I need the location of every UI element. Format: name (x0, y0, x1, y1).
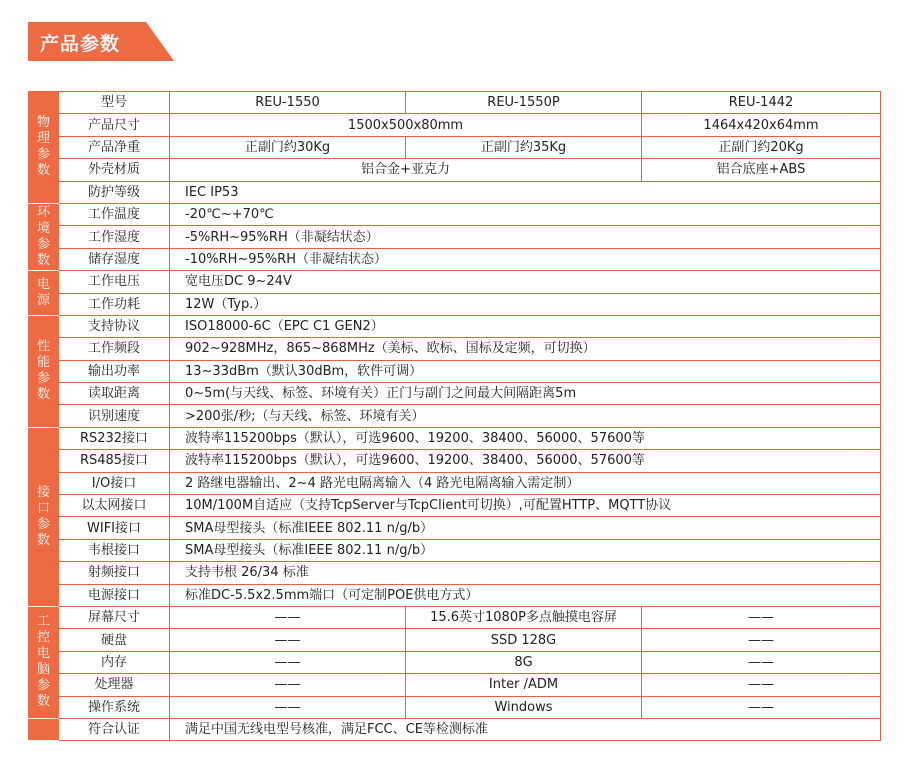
table-row (29, 136, 881, 158)
row-label: 内存 (59, 651, 170, 673)
category-cell (29, 718, 59, 740)
row-value: 902~928MHz，865~868MHz（美标、欧标、国标及定频，可切换） (170, 338, 881, 360)
row-label: 输出功率 (59, 360, 170, 382)
row-value: Inter /ADM (406, 674, 642, 696)
category-cell (29, 606, 59, 718)
row-value: 1464x420x64mm (642, 114, 881, 136)
row-label: 支持协议 (59, 315, 170, 337)
category-label: 物理参数 (36, 115, 50, 179)
row-value: ISO18000-6C（EPC C1 GEN2） (170, 315, 881, 337)
row-value: 正副门约30Kg (170, 136, 406, 158)
row-value: >200张/秒;（与天线、标签、环境有关） (170, 405, 881, 427)
row-label: 产品尺寸 (59, 114, 170, 136)
row-value: -5%RH~95%RH（非凝结状态） (170, 226, 881, 248)
row-value: 铝合金+亚克力 (170, 159, 642, 181)
row-value: Windows (406, 696, 642, 718)
table-row (29, 181, 881, 203)
row-value: —— (170, 696, 406, 718)
row-value: 铝合底座+ABS (642, 159, 881, 181)
table-row (29, 114, 881, 136)
row-value: 15.6英寸1080P多点触摸电容屏 (406, 606, 642, 628)
row-value: —— (642, 651, 881, 673)
row-label: 射频接口 (59, 562, 170, 584)
header-model-3: REU-1442 (642, 92, 881, 114)
table-row (29, 360, 881, 382)
table-row (29, 315, 881, 337)
table-row (29, 271, 881, 293)
page-title: 产品参数 (40, 33, 121, 55)
row-label: 工作温度 (59, 203, 170, 225)
row-label: 电源接口 (59, 584, 170, 606)
row-label: 工作电压 (59, 271, 170, 293)
row-label: 识别速度 (59, 405, 170, 427)
row-label: 产品净重 (59, 136, 170, 158)
row-value: —— (170, 674, 406, 696)
table-row (29, 718, 881, 740)
row-value: 0~5m(与天线、标签、环境有关）正门与副门之间最大间隔距离5m (170, 383, 881, 405)
table-row (29, 427, 881, 449)
row-value: 支持韦根 26/34 标准 (170, 562, 881, 584)
header-label: 型号 (59, 92, 170, 114)
table-row (29, 651, 881, 673)
category-cell (29, 315, 59, 427)
table-row (29, 539, 881, 561)
row-label: 处理器 (59, 674, 170, 696)
table-row (29, 293, 881, 315)
row-label: 防护等级 (59, 181, 170, 203)
row-value: 1500x500x80mm (170, 114, 642, 136)
table-row (29, 674, 881, 696)
table-row (29, 405, 881, 427)
table-row (29, 248, 881, 270)
category-label: 工控电脑参数 (36, 614, 50, 710)
table-row (29, 606, 881, 628)
table-row (29, 696, 881, 718)
row-label: 工作功耗 (59, 293, 170, 315)
table-row (29, 226, 881, 248)
row-value: 波特率115200bps（默认），可选9600、19200、38400、56000、57600等 (170, 450, 881, 472)
table-row (29, 450, 881, 472)
row-value: SMA母型接头（标准IEEE 802.11 n/g/b） (170, 539, 881, 561)
table-row (29, 203, 881, 225)
row-value: 13~33dBm（默认30dBm，软件可调） (170, 360, 881, 382)
row-label: 韦根接口 (59, 539, 170, 561)
table-row (29, 629, 881, 651)
table-row (29, 495, 881, 517)
spec-table (28, 91, 881, 741)
header-model-1: REU-1550 (170, 92, 406, 114)
row-label: RS485接口 (59, 450, 170, 472)
row-label: RS232接口 (59, 427, 170, 449)
row-value: 宽电压DC 9~24V (170, 271, 881, 293)
row-label: 屏幕尺寸 (59, 606, 170, 628)
row-value: —— (642, 629, 881, 651)
section-title-banner (28, 22, 174, 61)
row-value: 8G (406, 651, 642, 673)
table-header-row (29, 92, 881, 114)
row-label: 符合认证 (59, 718, 170, 740)
table-row (29, 517, 881, 539)
table-row (29, 383, 881, 405)
row-label: 以太网接口 (59, 495, 170, 517)
row-value: IEC IP53 (170, 181, 881, 203)
category-cell (29, 427, 59, 606)
header-model-2: REU-1550P (406, 92, 642, 114)
row-value: SMA母型接头（标准IEEE 802.11 n/g/b） (170, 517, 881, 539)
row-label: WIFI接口 (59, 517, 170, 539)
row-value: —— (642, 696, 881, 718)
category-label: 环境参数 (36, 205, 50, 269)
category-label: 接口参数 (36, 484, 50, 548)
table-row (29, 159, 881, 181)
table-row (29, 338, 881, 360)
row-value: 满足中国无线电型号核准，满足FCC、CE等检测标准 (170, 718, 881, 740)
category-label: 性能参数 (36, 339, 50, 403)
table-row (29, 472, 881, 494)
row-value: 10M/100M自适应（支持TcpServer与TcpClient可切换）,可配置HTTP、MQTT协议 (170, 495, 881, 517)
row-value: 波特率115200bps（默认），可选9600、19200、38400、56000、57600等 (170, 427, 881, 449)
row-value: 2 路继电器输出、2~4 路光电隔离输入（4 路光电隔离输入需定制） (170, 472, 881, 494)
row-value: —— (642, 674, 881, 696)
row-value: SSD 128G (406, 629, 642, 651)
row-label: 储存湿度 (59, 248, 170, 270)
row-value: —— (170, 606, 406, 628)
table-row (29, 584, 881, 606)
row-label: 读取距离 (59, 383, 170, 405)
category-cell (29, 271, 59, 316)
row-value: —— (642, 606, 881, 628)
row-value: -10%RH~95%RH（非凝结状态） (170, 248, 881, 270)
row-value: 正副门约20Kg (642, 136, 881, 158)
table-row (29, 562, 881, 584)
row-label: 工作湿度 (59, 226, 170, 248)
row-value: 标准DC-5.5x2.5mm端口（可定制POE供电方式） (170, 584, 881, 606)
row-value: —— (170, 651, 406, 673)
row-label: I/O接口 (59, 472, 170, 494)
row-label: 工作频段 (59, 338, 170, 360)
row-value: 12W（Typ.） (170, 293, 881, 315)
row-value: 正副门约35Kg (406, 136, 642, 158)
category-label: 电源 (36, 277, 50, 309)
row-value: -20℃~+70℃ (170, 203, 881, 225)
row-label: 硬盘 (59, 629, 170, 651)
category-cell (29, 203, 59, 270)
row-label: 操作系统 (59, 696, 170, 718)
row-label: 外壳材质 (59, 159, 170, 181)
row-value: —— (170, 629, 406, 651)
category-cell (29, 92, 59, 204)
